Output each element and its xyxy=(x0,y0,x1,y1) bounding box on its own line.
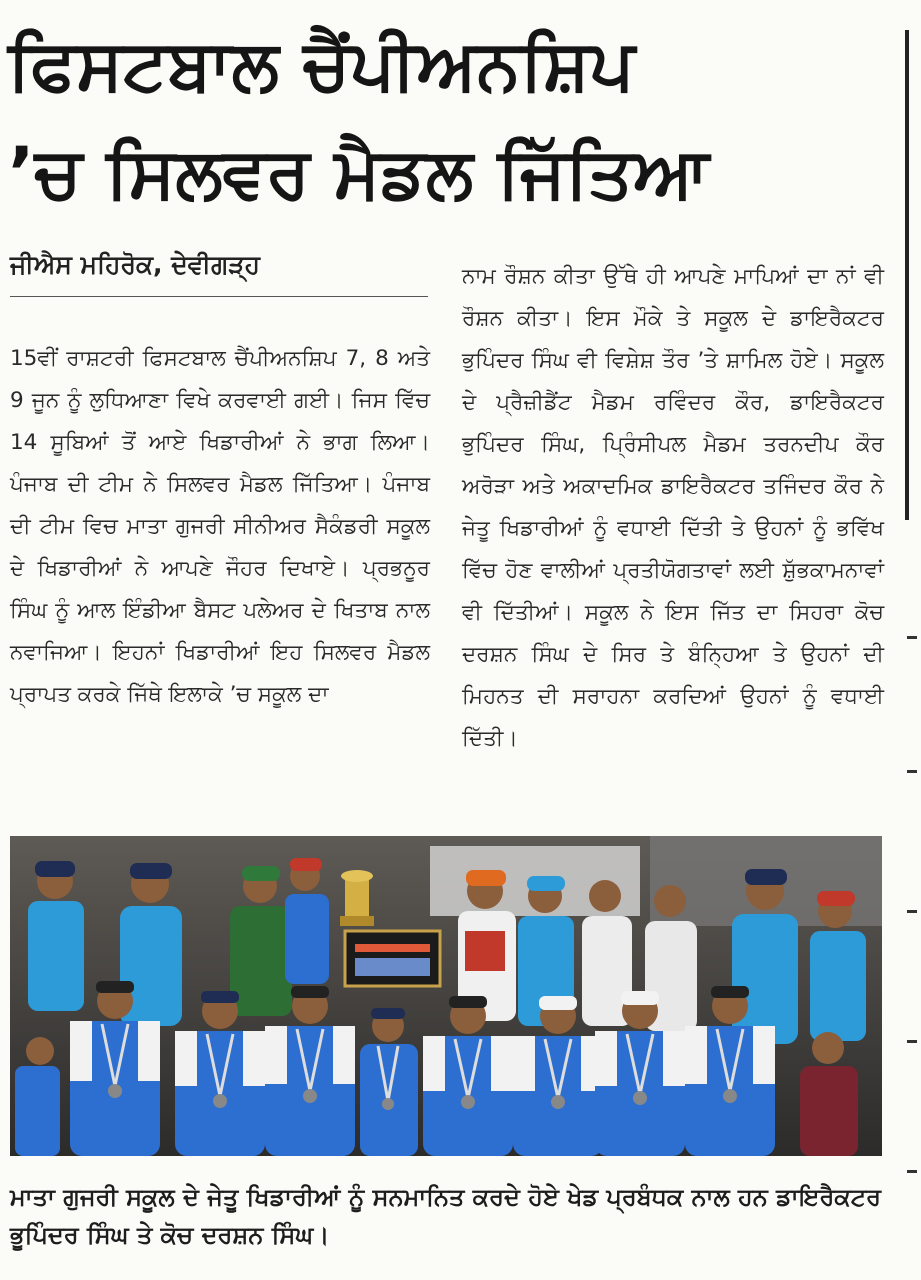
article-paragraph-left: 15ਵੀਂ ਰਾਸ਼ਟਰੀ ਫਿਸਟਬਾਲ ਚੈਂਪੀਅਨਸ਼ਿਪ 7, 8 ਅਤੇ 9 ਜੂਨ ਨੂੰ ਲੁਧਿਆਣਾ ਵਿਖੇ ਕਰਵਾਈ ਗਈ। ਜਿਸ ਵਿੱਚ 14 ਸੂਬਿਆਂ ਤੋਂ ਆਏ ਖਿਡਾਰੀਆਂ ਨੇ ਭਾਗ ਲਿਆ। ਪੰਜਾਬ ਦੀ ਟੀਮ ਨੇ ਸਿਲਵਰ ਮੈਡਲ ਜਿੱਤਿਆ। ਪੰਜਾਬ ਦੀ ਟੀਮ ਵਿਚ ਮਾਤਾ ਗੁਜਰੀ ਸੀਨੀਅਰ ਸੈਕੰਡਰੀ ਸਕੂਲ ਦੇ ਖਿਡਾਰੀਆਂ ਨੇ ਆਪਣੇ ਜੌਹਰ ਦਿਖਾਏ। ਪ੍ਰਭਨੂਰ ਸਿੰਘ ਨੂੰ ਆਲ ਇੰਡੀਆ ਬੈਸਟ ਪਲੇਅਰ ਦੇ ਖਿਤਾਬ ਨਾਲ ਨਵਾਜਿਆ। ਇਹਨਾਂ ਖਿਡਾਰੀਆਂ ਇਹ ਸਿਲਵਰ ਮੈਡਲ ਪ੍ਰਾਪਤ ਕਰਕੇ ਜਿੱਥੇ ਇਲਾਕੇ ’ਚ ਸਕੂਲ ਦਾ xyxy=(10,346,430,707)
team-photo xyxy=(10,836,882,1156)
page-edge-rule xyxy=(905,30,909,520)
photo-caption: ਮਾਤਾ ਗੁਜਰੀ ਸਕੂਲ ਦੇ ਜੇਤੂ ਖਿਡਾਰੀਆਂ ਨੂੰ ਸਨਮਾਨਿਤ ਕਰਦੇ ਹੋਏ ਖੇਡ ਪ੍ਰਬੰਧਕ ਨਾਲ ਹਨ ਡਾਇਰੈਕਟਰ ਭੂਪਿੰਦਰ ਸਿੰਘ ਤੇ ਕੋਚ ਦਰਸ਼ਨ ਸਿੰਘ। xyxy=(10,1183,881,1249)
article-paragraph-right: ਨਾਮ ਰੌਸ਼ਨ ਕੀਤਾ ਉੱਥੇ ਹੀ ਆਪਣੇ ਮਾਪਿਆਂ ਦਾ ਨਾਂ ਵੀ ਰੌਸ਼ਨ ਕੀਤਾ। ਇਸ ਮੌਕੇ ਤੇ ਸਕੂਲ ਦੇ ਡਾਇਰੈਕਟਰ ਭੁਪਿੰਦਰ ਸਿੰਘ ਵੀ ਵਿਸ਼ੇਸ਼ ਤੌਰ ’ਤੇ ਸ਼ਾਮਿਲ ਹੋਏ। ਸਕੂਲ ਦੇ ਪ੍ਰੈਜ਼ੀਡੈਂਟ ਮੈਡਮ ਰਵਿੰਦਰ ਕੌਰ, ਡਾਇਰੈਕਟਰ ਭੁਪਿੰਦਰ ਸਿੰਘ, ਪ੍ਰਿੰਸੀਪਲ ਮੈਡਮ ਤਰਨਦੀਪ ਕੌਰ ਅਰੋੜਾ ਅਤੇ ਅਕਾਦਮਿਕ ਡਾਇਰੈਕਟਰ ਤਜਿੰਦਰ ਕੌਰ ਨੇ ਜੇਤੂ ਖਿਡਾਰੀਆਂ ਨੂੰ ਵਧਾਈ ਦਿੱਤੀ ਤੇ ਉਹਨਾਂ ਨੂੰ ਭਵਿੱਖ ਵਿੱਚ ਹੋਣ ਵਾਲੀਆਂ ਪ੍ਰਤੀਯੋਗਤਾਵਾਂ ਲਈ ਸ਼ੁੱਭਕਾਮਨਾਵਾਂ ਵੀ ਦਿੱਤੀਆਂ। ਸਕੂਲ ਨੇ ਇਸ ਜਿੱਤ ਦਾ ਸਿਹਰਾ ਕੋਚ ਦਰਸ਼ਨ ਸਿੰਘ ਦੇ ਸਿਰ ਤੇ ਬੰਨ੍ਹਿਆ ਤੇ ਉਹਨਾਂ ਦੀ ਮਿਹਨਤ ਦੀ ਸਰਾਹਨਾ ਕਰਦਿਆਂ ਉਹਨਾਂ ਨੂੰ ਵਧਾਈ ਦਿੱਤੀ। xyxy=(462,264,884,751)
article-column-left xyxy=(10,338,430,716)
article-column-right xyxy=(462,256,884,760)
headline-line-2: ’ਚ ਸਿਲਵਰ ਮੈਡਲ ਜਿੱਤਿਆ xyxy=(8,132,710,214)
headline-line-1: ਫਿਸਟਬਾਲ ਚੈਂਪੀਅਨਸ਼ਿਪ xyxy=(8,24,635,106)
byline: ਜੀਐਸ ਮਹਿਰੋਕ, ਦੇਵੀਗੜ੍ਹ xyxy=(10,250,428,297)
trophy xyxy=(340,870,374,926)
team-photo-illustration xyxy=(10,836,882,1156)
